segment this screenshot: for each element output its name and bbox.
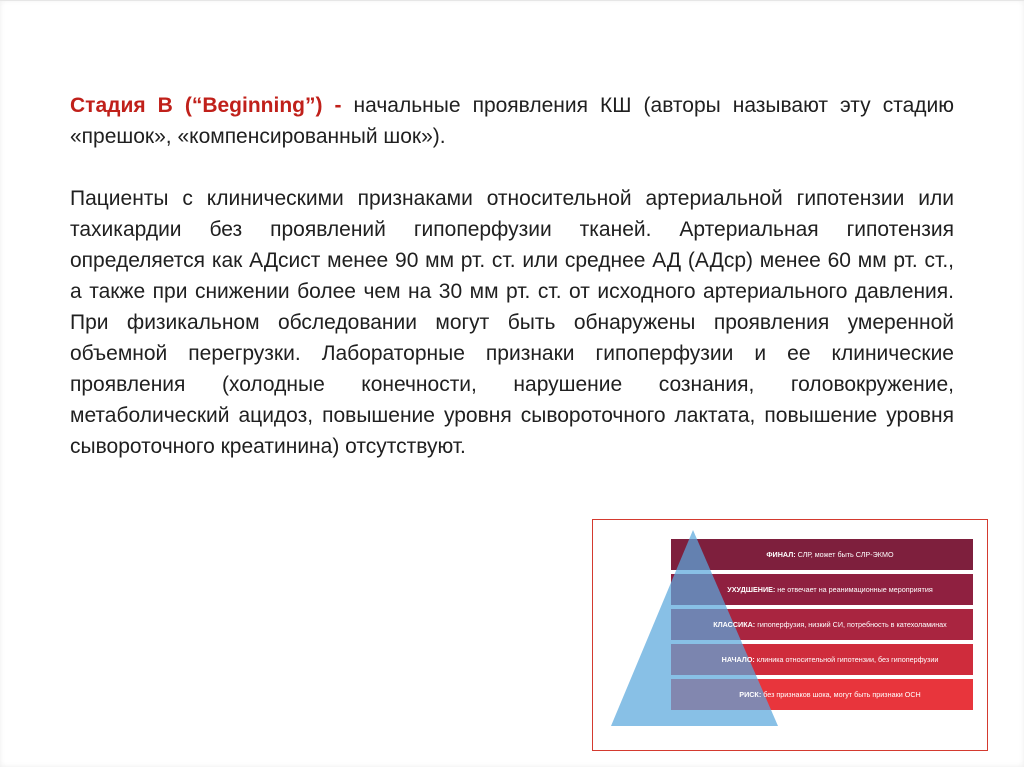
pyramid-level-text: без признаков шока, могут быть признаки ОСН (761, 690, 921, 699)
pyramid-level-text: не отвечает на реанимационные мероприятия (775, 585, 933, 594)
pyramid-graphic (593, 520, 986, 749)
main-text (70, 90, 954, 462)
pyramid-level-lead: КЛАССИКА: (713, 620, 756, 629)
pyramid-level-label (727, 585, 933, 594)
shock-stages-pyramid (592, 519, 988, 751)
pyramid-level-lead: ФИНАЛ: (766, 550, 796, 559)
pyramid-level-lead: НАЧАЛО: (721, 655, 755, 664)
pyramid-level-lead: РИСК: (739, 690, 762, 699)
stage-b-label: Стадия B (“Beginning”) - (70, 94, 342, 117)
pyramid-level-text: гипоперфузия, низкий СИ, потребность в катехоламинах (755, 620, 947, 629)
stage-b-description: начальные проявления КШ (авторы называют эту стадию «прешок», «компенсированный шок»). (70, 94, 954, 148)
pyramid-level-text: СЛР, может быть СЛР-ЭКМО (795, 550, 894, 559)
pyramid-level-lead: УХУДШЕНИЕ: (727, 585, 776, 594)
paragraph-stage-b (70, 90, 954, 152)
top-divider (0, 0, 1024, 1)
pyramid-level-label (739, 690, 920, 699)
pyramid-level-label (722, 655, 939, 664)
pyramid-level-label (766, 550, 894, 559)
pyramid-level-label (713, 620, 947, 629)
pyramid-level-text: клиника относительной гипотензии, без гипоперфузии (754, 655, 939, 664)
paragraph-patients: Пациенты с клиническими признаками относительной артериальной гипотензии или тахикардии без проявлений гипоперфузии тканей. Артериальная гипотензия определяется как АДсист менее 90 мм рт. ст. или среднее АД (АДср) менее 60 мм рт. ст., а также при снижении более чем на 30 мм рт. ст. от исходного артериального давления. При физикальном обследовании могут быть обнаружены проявления умеренной объемной перегрузки. Лабораторные признаки гипоперфузии и ее клинические проявления (холодные конечности, нарушение сознания, головокружение, метаболический ацидоз, повышение уровня сывороточного лактата, повышение уровня сывороточного креатинина) отсутствуют. (70, 187, 954, 458)
